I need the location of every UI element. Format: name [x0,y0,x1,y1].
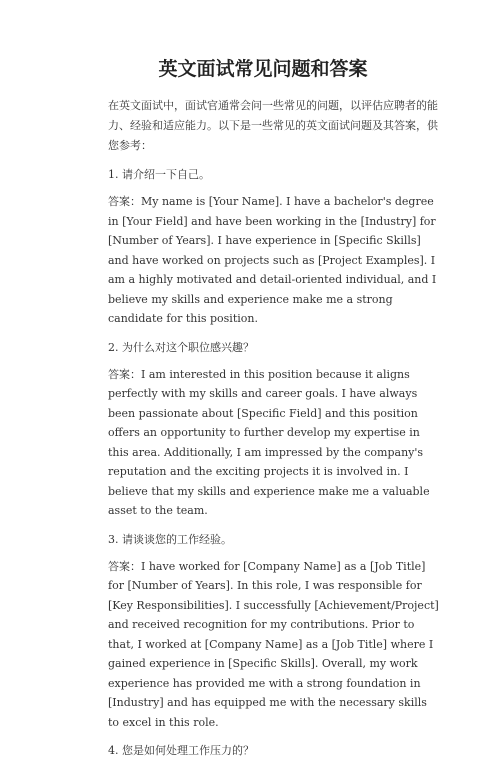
answer-3: 答案：I have worked for [Company Name] as a [Job Title] for [Number of Years]. In this role, I was responsible for [Key Responsibilities]. I successfully [Achievement/Project] and received recognition for my contributions. Prior to that, I worked at [Company Name] as a [Job Title] where I gained experience in [Specific Skills]. Overall, my work experience has provided me with a strong foundation in [Industry] and has equipped me with the necessary skills to excel in this role. [108,559,439,729]
question-2: 2. 为什么对这个职位感兴趣？ [108,340,254,354]
answer-1: 答案：My name is [Your Name]. I have a bachelor's degree in [Your Field] and have been working in the [Industry] for [Number of Years]. I have experience in [Specific Skills] and have worked on projects such as [Project Examples]. I am a highly motivated and detail-oriented individual, and I believe my skills and experience make me a strong candidate for this position. [108,195,437,325]
answer-2: 答案：I am interested in this position because it aligns perfectly with my skills and career goals. I have always been passionate about [Specific Field] and this position offers an opportunity to further develop my expertise in this area. Additionally, I am impressed by the company's reputation and the exciting projects it is involved in. I believe that my skills and experience make me a valuable asset to the team. [108,367,430,517]
intro-paragraph: 在英文面试中，面试官通常会问一些常见的问题，以评估应聘者的能力、经验和适应能力。以下是一些常见的英文面试问题及其答案，供您参考： [108,99,438,152]
question-4: 4. 您是如何处理工作压力的？ [108,744,254,757]
question-1: 1. 请介绍一下自己。 [108,168,210,181]
question-3: 3. 请谈谈您的工作经验。 [108,532,232,546]
document-title: 英文面试常见问题和答案 [158,58,368,80]
